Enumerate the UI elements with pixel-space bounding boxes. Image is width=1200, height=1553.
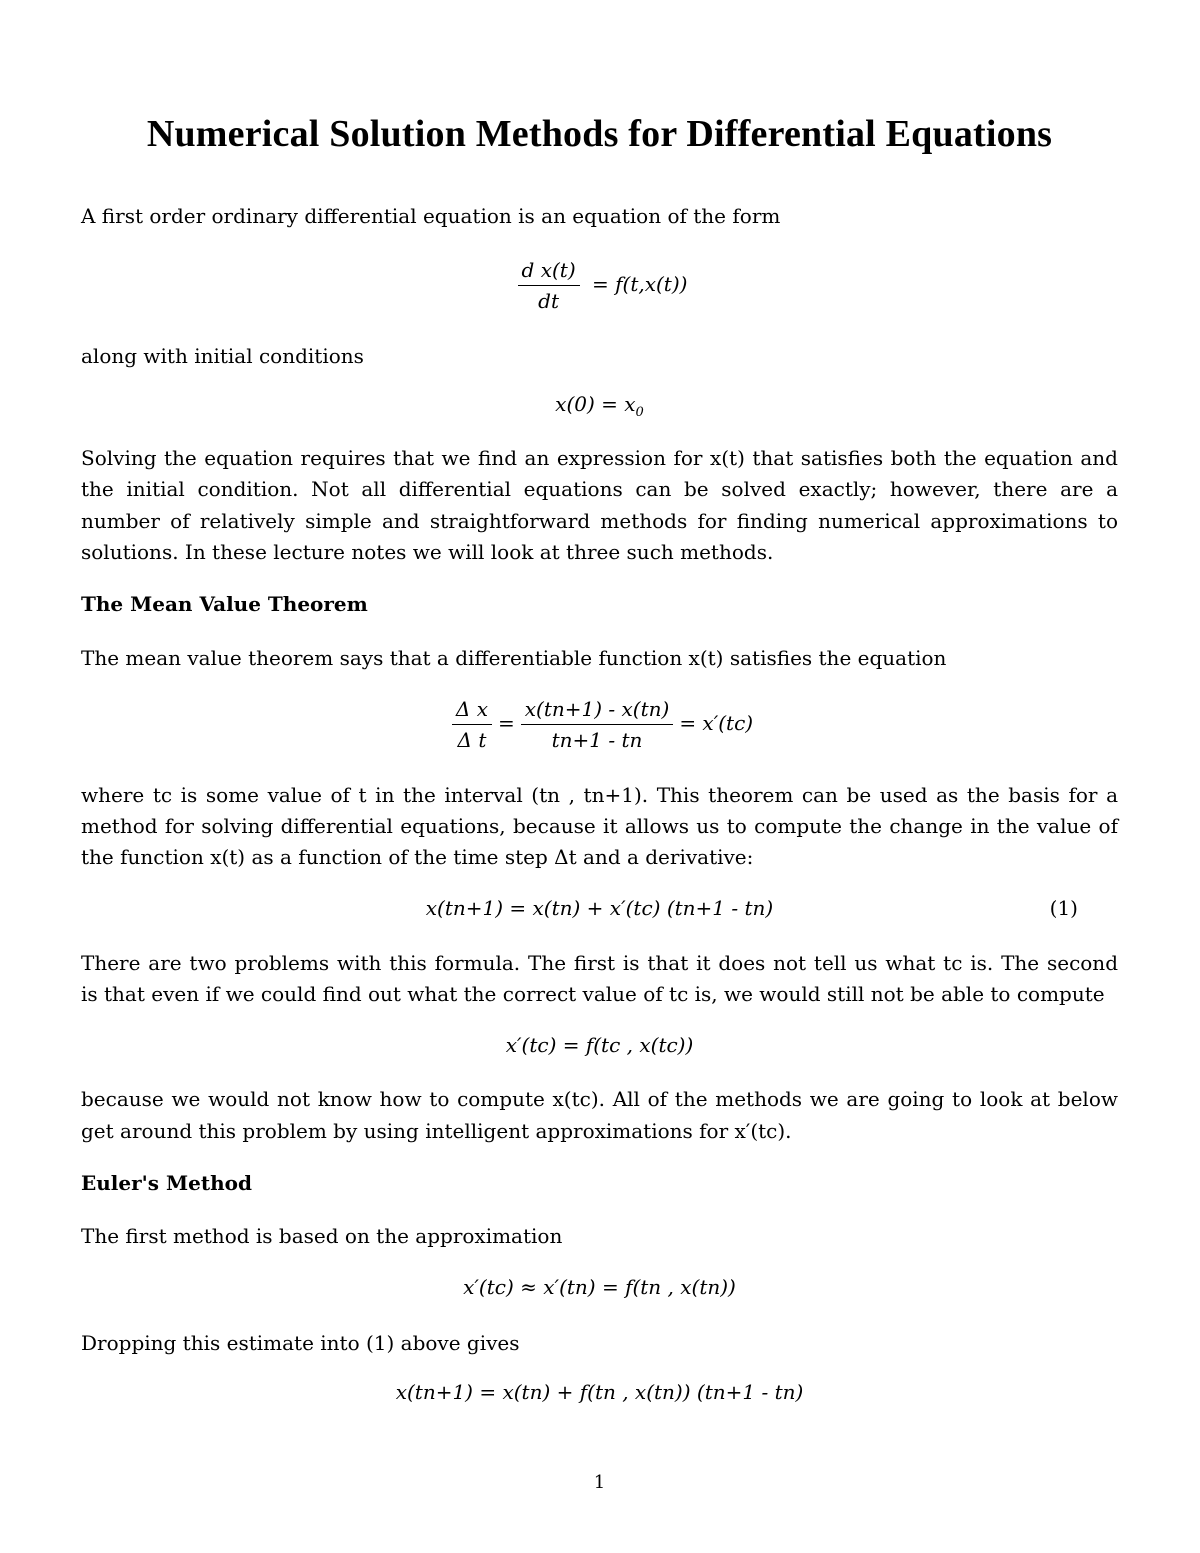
paragraph-1-line-1: Solving the equation requires that we find an expression for x(t) that satisfies both the equation and (81, 446, 1118, 470)
derivative-f-body: x′(tc) = f(tc , x(tc)) (505, 1033, 694, 1057)
ode-fraction (518, 258, 580, 313)
paragraph-1-line-2: the initial condition. Not all differential equations can be solved exactly; however, there are a (81, 477, 1118, 501)
mvt-mid-fraction (521, 697, 674, 752)
mvt-lhs-fraction (452, 697, 492, 752)
heading-eulers-method: Euler's Method (81, 1171, 252, 1195)
initial-condition-equation (81, 392, 1118, 420)
heading-mean-value-theorem: The Mean Value Theorem (81, 592, 368, 616)
paragraph-2-line-2: method for solving differential equations, because it allows us to compute the change in the value of (81, 814, 1118, 838)
mvt-rhs: = x′(tc) (679, 711, 754, 735)
paragraph-3-line-1: There are two problems with this formula. The first is that it does not tell us what tc is. The second (81, 951, 1118, 975)
mvt-equation: $\frac{\text{Δ x}}{\text{Δ t}}$ = $\frac{x(tn+1) - x(tn)}{tn+1 - tn}$ = x′(tc) (81, 697, 1118, 752)
paragraph-1-line-4: solutions. In these lecture notes we will look at three such methods. (81, 540, 774, 564)
euler-update-equation (81, 1380, 1118, 1404)
initial-condition-subscript: 0 (635, 405, 644, 420)
mvt-intro-text: The mean value theorem says that a differentiable function x(t) satisfies the equation (81, 646, 947, 670)
paragraph-1-line-3: number of relatively simple and straightforward methods for finding numerical approximations to (81, 509, 1118, 533)
euler-update-body: x(tn+1) = x(tn) + f(tn , x(tn)) (tn+1 - tn) (395, 1380, 804, 1404)
initial-intro-text: along with initial conditions (81, 344, 364, 368)
mvt-lhs-numerator: Δ x (452, 697, 492, 725)
mvt-mid-denominator: tn+1 - tn (551, 728, 643, 752)
ode-equation (81, 258, 1118, 313)
ode-numerator: d x(t) (518, 258, 580, 286)
ode-denominator: dt (538, 289, 560, 313)
paragraph-3-line-2: is that even if we could find out what the correct value of tc is, we would still not be able to compute (81, 982, 1105, 1006)
paragraph-2-line-3: the function x(t) as a function of the time step Δt and a derivative: (81, 845, 754, 869)
equation-1 (81, 896, 1118, 920)
euler-intro-text: The first method is based on the approximation (81, 1224, 563, 1248)
paragraph-2-line-1: where tc is some value of t in the interval (tn , tn+1). This theorem can be used as the basis for a (81, 783, 1118, 807)
mvt-lhs-denominator: Δ t (457, 728, 487, 752)
intro-text: A first order ordinary differential equation is an equation of the form (81, 204, 781, 228)
euler-drop-text: Dropping this estimate into (1) above gives (81, 1331, 520, 1355)
initial-condition-main: x(0) = x (555, 392, 636, 416)
equation-1-number: (1) (1049, 896, 1078, 920)
paragraph-4-line-1: because we would not know how to compute x(tc). All of the methods we are going to look at below (81, 1087, 1118, 1111)
mvt-mid-numerator: x(tn+1) - x(tn) (521, 697, 674, 725)
euler-approximation (81, 1275, 1118, 1299)
page-number: 1 (593, 1472, 606, 1493)
equation-1-body: x(tn+1) = x(tn) + x′(tc) (tn+1 - tn) (425, 896, 774, 920)
page-title: Numerical Solution Methods for Differential Equations (146, 113, 1053, 155)
euler-approximation-body: x′(tc) ≈ x′(tn) = f(tn , x(tn)) (463, 1275, 736, 1299)
paragraph-4-line-2: get around this problem by using intelligent approximations for x′(tc). (81, 1119, 792, 1143)
ode-rhs: = f(t,x(t)) (592, 272, 688, 296)
document-page (81, 0, 1118, 1553)
derivative-f-equation (81, 1033, 1118, 1057)
